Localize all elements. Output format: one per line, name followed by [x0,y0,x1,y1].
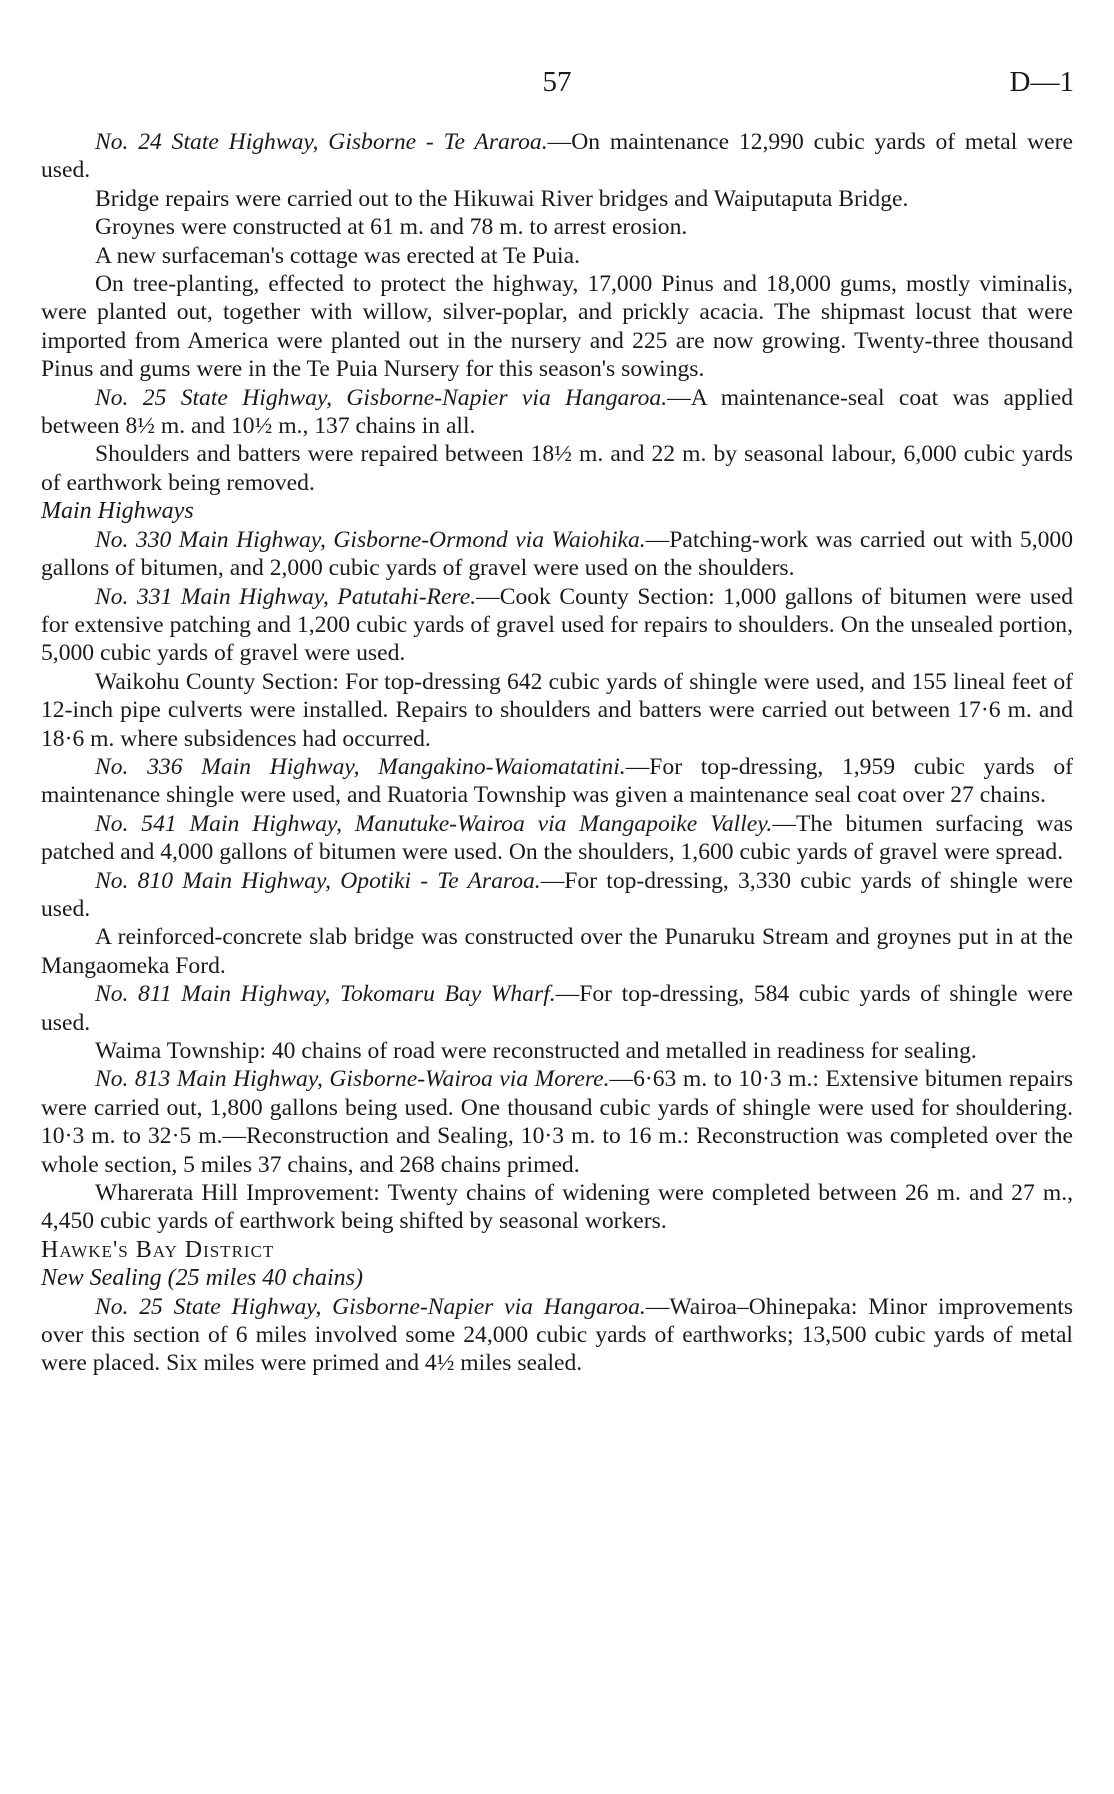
paragraph [41,753,1073,810]
paragraph-text: —For top-dressing, 584 cubic yards of shingle were used. [41,981,1074,1036]
paragraph [41,668,1073,753]
paragraph-title: No. 330 Main Highway, Gisborne-Ormond via Waiohika. [95,526,646,553]
paragraph [41,1179,1073,1236]
paragraph-title: No. 811 Main Highway, Tokomaru Bay Wharf. [95,981,556,1008]
main-highways-section [41,497,1073,1236]
paragraph [41,440,1073,497]
paragraph-title: No. 813 Main Highway, Gisborne-Wairoa via Morere. [95,1066,610,1093]
paragraph-text: Shoulders and batters were repaired between 18½ m. and 22 m. by seasonal labour, 6,000 cubic yards of earthwork being removed. [41,441,1073,496]
paragraph-text: —Wairoa–Ohinepaka: Minor improvements over this section of 6 miles involved some 24,000 cubic yards of earthworks; 13,500 cubic yards of metal were placed. Six miles were primed and 4½ miles sealed. [41,1293,1073,1377]
hawkes-bay-section [41,1236,1073,1378]
paragraph [41,923,1073,980]
document-code: D—1 [1009,66,1074,98]
state-highways-section [41,128,1073,497]
paragraph [41,242,1073,270]
paragraph-text: —6·63 m. to 10·3 m.: Extensive bitumen repairs were carried out, 1,800 gallons being used. One thousand cubic yards of shingle were used for shouldering. 10·3 m. to 32·5 m.—Reconstruction and Sealing, 10·3 m. to 16 m.: Reconstruction was completed over the whole section, 5 miles 37 chains, and 268 chains primed. [41,1066,1074,1178]
paragraph-text: A reinforced-concrete slab bridge was constructed over the Punaruku Stream and groynes put in at the Mangaomeka Ford. [41,924,1073,979]
paragraph-title: No. 25 State Highway, Gisborne-Napier via Hangaroa. [95,384,668,411]
paragraph [41,128,1073,185]
paragraph-text: On tree-planting, effected to protect the highway, 17,000 Pinus and 18,000 gums, mostly viminalis, were planted out, together with willow, silver-poplar, and prickly acacia. The shipmast locust that were imported from America were planted out in the nursery and 225 are now growing. Twenty-three thousand Pinus and gums were in the Te Puia Nursery for this season's sowings. [41,271,1073,383]
district-heading: Hawke's Bay District [41,1236,275,1263]
document-body [41,128,1073,1378]
paragraph [41,1037,1073,1065]
paragraph [41,980,1073,1037]
paragraph-text: Groynes were constructed at 61 m. and 78 m. to arrest erosion. [95,214,688,241]
paragraph-title: No. 331 Main Highway, Patutahi-Rere. [95,583,477,610]
page-number: 57 [542,66,572,98]
paragraph-title: No. 24 State Highway, Gisborne - Te Araroa. [95,129,548,155]
paragraph-title: No. 25 State Highway, Gisborne-Napier via Hangaroa. [95,1293,646,1320]
paragraph-text: A new surfaceman's cottage was erected at Te Puia. [95,242,580,269]
paragraph-text: Waima Township: 40 chains of road were reconstructed and metalled in readiness for sealing. [95,1038,977,1064]
paragraph-text: —Patching-work was carried out with 5,000 gallons of bitumen, and 2,000 cubic yards of gravel were used on the shoulders. [41,526,1073,582]
section-subheading: New Sealing (25 miles 40 chains) [41,1265,363,1292]
paragraph [41,526,1073,583]
paragraph-text: —For top-dressing, 1,959 cubic yards of maintenance shingle were used, and Ruatoria Township was given a maintenance seal coat over 27 chains. [41,753,1073,809]
paragraph-title: No. 336 Main Highway, Mangakino-Waiomatatini. [95,753,626,780]
paragraph [41,867,1073,924]
paragraph-text: —Cook County Section: 1,000 gallons of bitumen were used for extensive patching and 1,200 cubic yards of gravel used for repairs to shoulders. On the unsealed portion, 5,000 cubic yards of gravel were used. [41,583,1073,667]
paragraph-text: —For top-dressing, 3,330 cubic yards of shingle were used. [41,867,1073,922]
paragraph [41,1065,1073,1179]
section-heading: Main Highways [41,498,194,525]
paragraph [41,810,1073,867]
paragraph [41,270,1073,384]
paragraph [41,1293,1073,1378]
paragraph-text: Wharerata Hill Improvement: Twenty chains of widening were completed between 26 m. and 27 m., 4,450 cubic yards of earthwork being shifted by seasonal workers. [41,1180,1073,1235]
paragraph [41,185,1073,213]
paragraph [41,384,1073,441]
paragraph-text: —On maintenance 12,990 cubic yards of metal were used. [41,129,1073,184]
paragraph-text: Waikohu County Section: For top-dressing 642 cubic yards of shingle were used, and 155 lineal feet of 12-inch pipe culverts were installed. Repairs to shoulders and batters were carried out between 17·6 m. and 18·6 m. where subsidences had occurred. [41,668,1073,752]
page-header [0,66,1114,106]
paragraph-title: No. 541 Main Highway, Manutuke-Wairoa via Mangapoike Valley. [95,810,773,837]
paragraph-text: —A maintenance-seal coat was applied between 8½ m. and 10½ m., 137 chains in all. [41,384,1073,440]
paragraph [41,213,1073,241]
paragraph [41,583,1073,668]
paragraph-text: —The bitumen surfacing was patched and 4,000 gallons of bitumen were used. On the shoulders, 1,600 cubic yards of gravel were spread. [41,810,1073,866]
paragraph-title: No. 810 Main Highway, Opotiki - Te Araroa. [95,867,541,894]
paragraph-text: Bridge repairs were carried out to the Hikuwai River bridges and Waiputaputa Bridge. [95,185,909,212]
